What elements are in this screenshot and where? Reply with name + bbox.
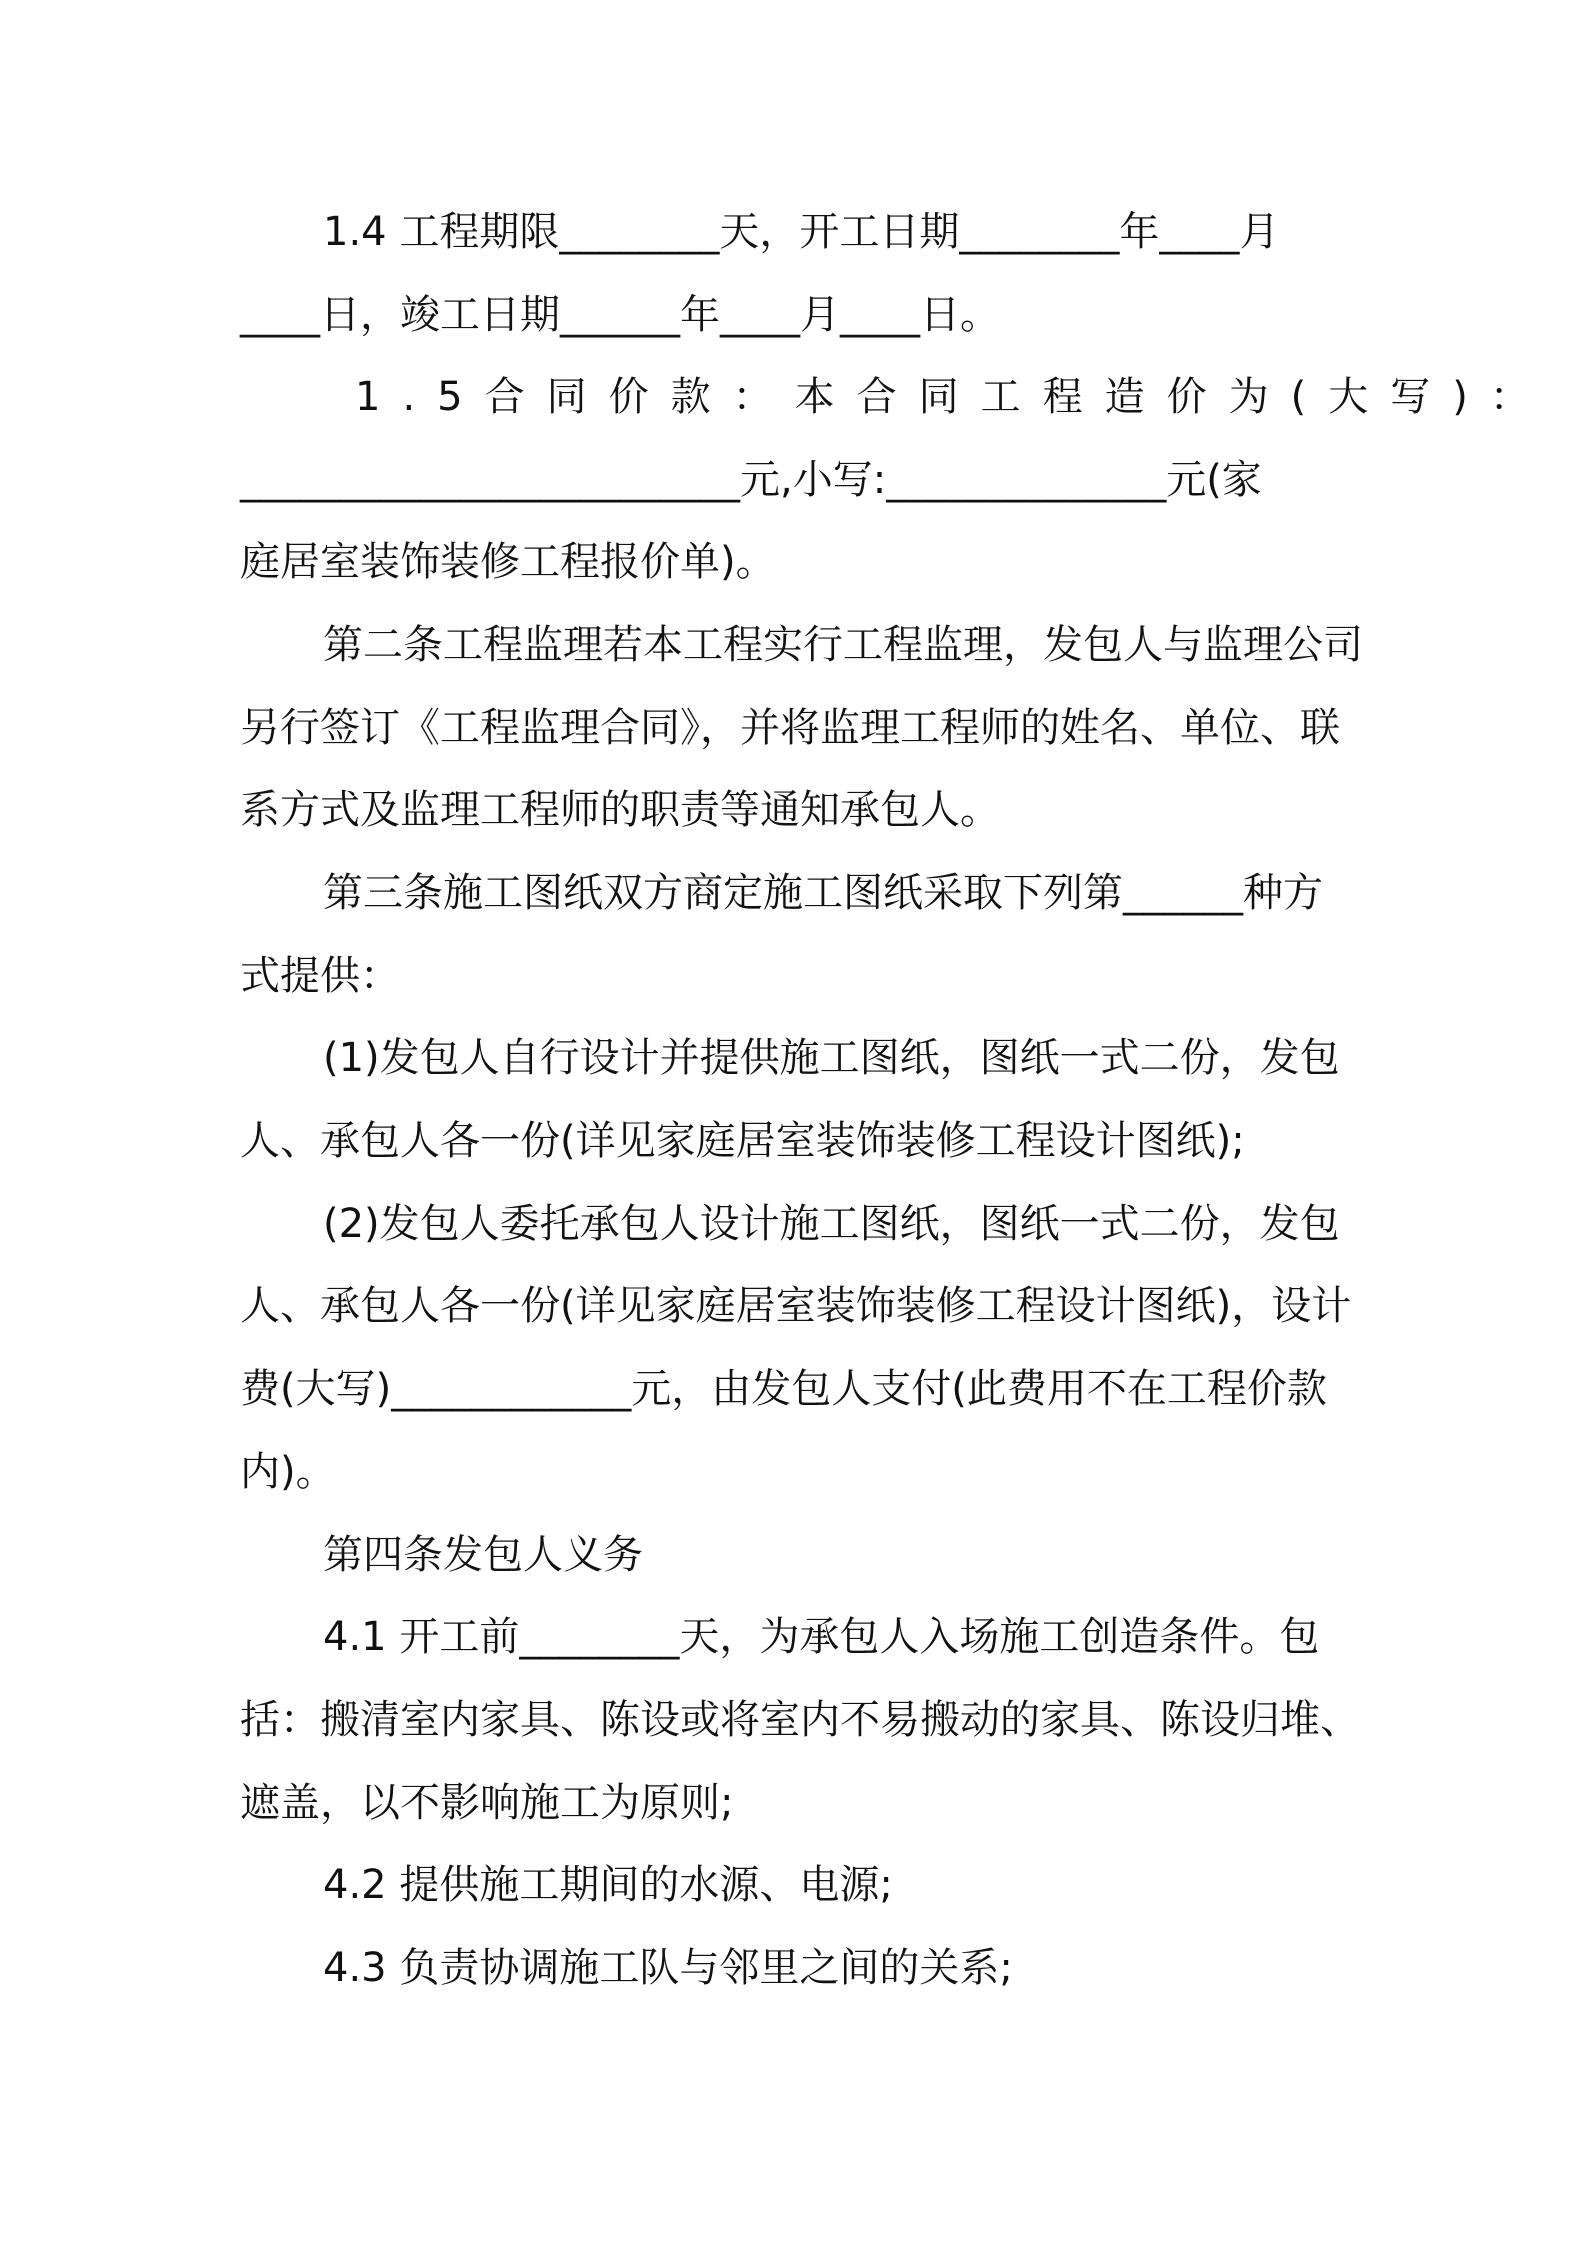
text-line-20: 遮盖，以不影响施工为原则; xyxy=(240,1780,734,1826)
text-line-4: _________________________元,小写:______________元(家 xyxy=(240,457,1262,503)
text-line-21: 4.2 提供施工期间的水源、电源; xyxy=(323,1862,893,1908)
text-line-11: (1)发包人自行设计并提供施工图纸，图纸一式二份，发包 xyxy=(323,1035,1340,1081)
text-line-19: 括：搬清室内家具、陈设或将室内不易搬动的家具、陈设归堆、 xyxy=(240,1697,1360,1743)
text-line-14: 人、承包人各一份(详见家庭居室装饰装修工程设计图纸)，设计 xyxy=(240,1283,1352,1329)
text-line-6: 第二条工程监理若本工程实行工程监理，发包人与监理公司 xyxy=(323,622,1363,668)
text-line-7: 另行签订《工程监理合同》，并将监理工程师的姓名、单位、联 xyxy=(240,705,1340,751)
text-line-13: (2)发包人委托承包人设计施工图纸，图纸一式二份，发包 xyxy=(323,1201,1340,1247)
text-line-17: 第四条发包人义务 xyxy=(323,1532,643,1578)
text-line-10: 式提供： xyxy=(240,953,400,999)
text-line-12: 人、承包人各一份(详见家庭居室装饰装修工程设计图纸); xyxy=(240,1118,1245,1164)
text-line-3: 1.5合同价款：本合同工程造价为(大写)： xyxy=(355,374,1552,420)
text-line-5: 庭居室装饰装修工程报价单)。 xyxy=(240,539,776,585)
text-line-16: 内)。 xyxy=(240,1449,336,1495)
text-line-22: 4.3 负责协调施工队与邻里之间的关系; xyxy=(323,1945,1013,1991)
text-line-1: 1.4 工程期限________天，开工日期________年____月 xyxy=(323,209,1280,255)
text-line-15: 费(大写)____________元，由发包人支付(此费用不在工程价款 xyxy=(240,1366,1327,1412)
text-line-8: 系方式及监理工程师的职责等通知承包人。 xyxy=(240,787,1000,833)
text-line-9: 第三条施工图纸双方商定施工图纸采取下列第______种方 xyxy=(323,870,1323,916)
text-line-18: 4.1 开工前________天，为承包人入场施工创造条件。包 xyxy=(323,1614,1320,1660)
text-line-2: ____日，竣工日期______年____月____日。 xyxy=(240,292,1000,338)
